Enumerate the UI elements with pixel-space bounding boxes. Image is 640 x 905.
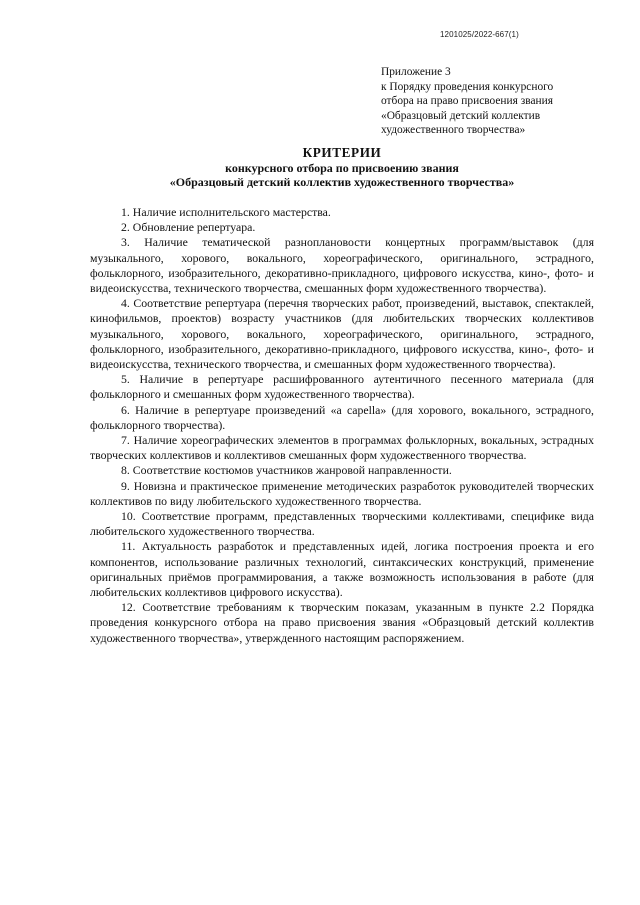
document-title: КРИТЕРИИ [302,145,382,160]
appendix-line: отбора на право присвоения звания [381,95,553,108]
criterion-item: 2. Обновление репертуара. [121,220,256,235]
criterion-item: 6. Наличие в репертуаре произведений «a capella» (для хорового, вокального, эстрадного, фольклорного творчества). [90,402,594,432]
criterion-item: 9. Новизна и практическое применение методических разработок руководителей творческих коллективов по виду любительского художественного творчества. [90,478,594,508]
appendix-line: художественного творчества» [381,124,526,137]
criterion-item: 3. Наличие тематической разноплановости концертных программ/выставок (для музыкального, хорового, вокального, хореографического, оригинального, эстрадного, фольклорного, изобразительного, декоративно-прикладного, цифрового искусства, кино-, фото- и видеоискусства, технического творчества, смешанных форм художественного творчества). [90,235,594,296]
criterion-item: 8. Соответствие костюмов участников жанровой направленности. [121,463,452,478]
criteria-list [90,205,594,646]
criterion-item: 7. Наличие хореографических элементов в программах фольклорных, вокальных, эстрадных творческих коллективов и коллективов смешанных форм художественного творчества. [90,433,594,463]
criterion-item: 5. Наличие в репертуаре расшифрованного аутентичного песенного материала (для фольклорного и смешанных форм художественного творчества). [90,372,594,402]
criterion-item: 11. Актуальность разработок и представленных идей, логика построения проекта и его компонентов, использование различных технологий, синтаксических конструкций, применение оригинальных приёмов программирования, а также возможность использования в работе (для любительских коллективов цифрового искусства). [90,539,594,600]
criterion-item: 4. Соответствие репертуара (перечня творческих работ, произведений, выставок, спектаклей, кинофильмов, проектов) возрасту участников (для любительских творческих коллективов музыкального, хорового, вокального, хореографического, оригинального, эстрадного, фольклорного, изобразительного, декоративно-прикладного, цифрового искусства, кино-, фото- и видеоискусства, технического творчества, и смешанных форм художественного творчества). [90,296,594,372]
appendix-line: Приложение 3 [381,66,451,78]
criterion-item: 12. Соответствие требованиям к творческим показам, указанным в пункте 2.2 Порядка проведения конкурсного отбора на право присвоения звания «Образцовый детский коллектив художественного творчества», утвержденного настоящим распоряжением. [90,600,594,645]
appendix-line: к Порядку проведения конкурсного [381,80,554,93]
criterion-item: 1. Наличие исполнительского мастерства. [121,205,331,219]
document-subtitle: конкурсного отбора по присвоению звания [225,161,459,175]
document-title-block [90,145,594,190]
appendix-header [381,65,581,138]
criterion-item: 10. Соответствие программ, представленных творческими коллективами, специфике вида любительского художественного творчества. [90,509,594,539]
document-subtitle-line2: «Образцовый детский коллектив художественного творчества» [169,175,515,190]
appendix-line: «Образцовый детский коллектив [381,109,541,122]
document-registration-number: 1201025/2022-667(1) [440,30,519,39]
